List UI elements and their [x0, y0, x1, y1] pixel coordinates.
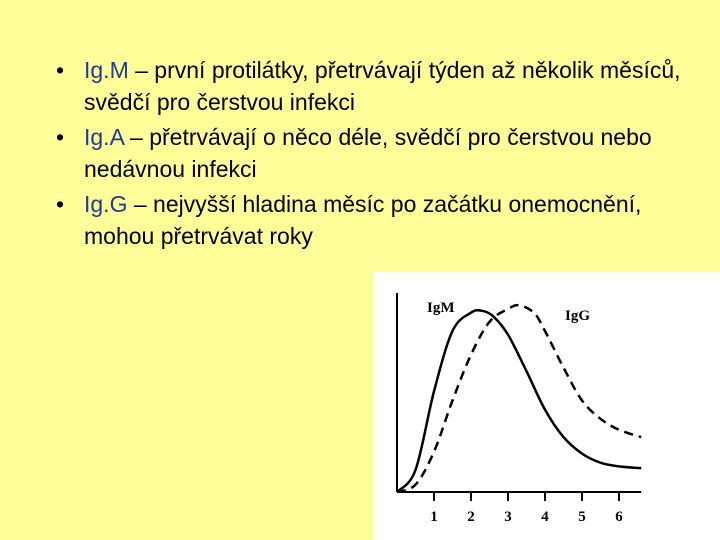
- series-label-igm: IgM: [427, 300, 455, 316]
- bullet-dot: •: [56, 57, 65, 83]
- x-tick-label: 4: [541, 509, 549, 525]
- series-line-igm: [397, 310, 641, 492]
- bullet-list: [56, 54, 696, 255]
- bullet-text: – přetrvávají o něco déle, svědčí pro čerstvou nebo nedávnou infekci: [84, 124, 652, 182]
- x-tick-label: 6: [615, 509, 623, 525]
- bullet-dot: •: [56, 191, 65, 217]
- term-igm: Ig.M: [84, 57, 129, 83]
- chart-svg: [373, 271, 720, 540]
- bullet-dot: •: [56, 124, 65, 150]
- bullet-text: – první protilátky, přetrvávají týden až několik měsíců, svědčí pro čerstvou infekci: [84, 57, 681, 115]
- term-igg: Ig.G: [84, 191, 128, 217]
- x-tick-label: 5: [578, 509, 586, 525]
- bullet-text: – nejvyšší hladina měsíc po začátku onemocnění, mohou přetrvávat roky: [84, 191, 642, 249]
- antibody-chart: [373, 271, 720, 540]
- series-label-igg: IgG: [565, 308, 591, 324]
- x-tick-label: 2: [467, 509, 475, 525]
- bullet-igg: [56, 188, 696, 252]
- x-tick-label: 1: [430, 509, 438, 525]
- bullet-iga: [56, 121, 696, 185]
- x-tick-label: 3: [504, 509, 512, 525]
- bullet-igm: [56, 54, 696, 118]
- term-iga: Ig.A: [84, 124, 124, 150]
